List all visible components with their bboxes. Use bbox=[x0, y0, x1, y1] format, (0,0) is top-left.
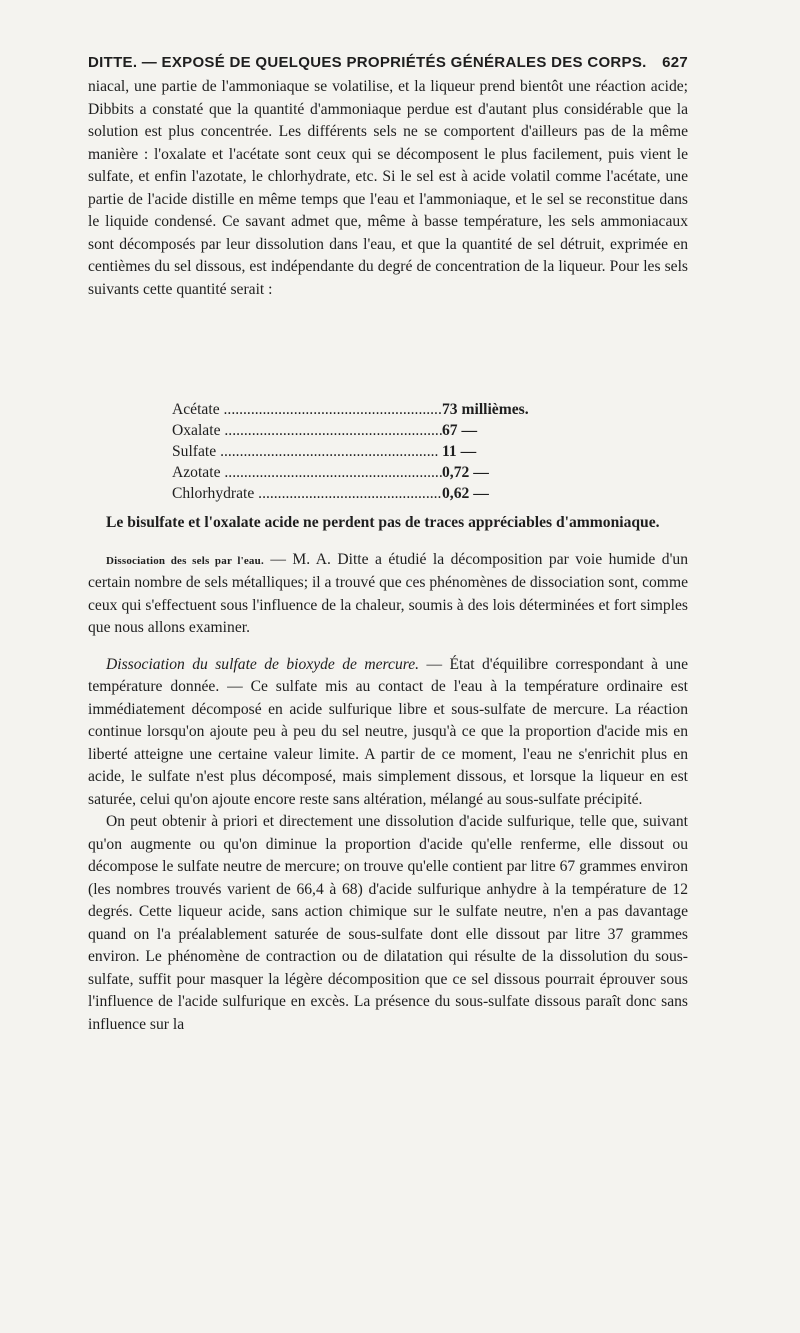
header-title: DITTE. — EXPOSÉ DE QUELQUES PROPRIÉTÉS GÉNÉRALES DES CORPS. bbox=[88, 54, 647, 71]
paragraph-3 bbox=[88, 549, 688, 640]
text-block-top bbox=[88, 76, 688, 301]
paragraph-4-text: — État d'équilibre correspondant à une température donnée. — Ce sulfate mis au contact de l'eau à la température ordinaire est immédiatement décomposé en acide sulfurique libre et sous-sulfate de mercure. La réaction continue lorsqu'on ajoute peu à peu du sel neutre, jusqu'à ce que la proportion d'acide mis en liberté atteigne une certaine valeur limite. A partir de ce moment, l'eau ne s'enrichit plus en acide, le sulfate n'est plus décomposé, mais simplement dissous, et lorsque la liqueur en est saturée, celui qu'on ajoute encore reste sans altération, mélangé au sous-sulfate précipité. bbox=[88, 655, 688, 808]
table-row bbox=[172, 441, 552, 462]
paragraph-5: On peut obtenir à priori et directement une dissolution d'acide sulfurique, telle que, suivant qu'on augmente ou qu'on diminue la proportion d'acide qu'elle renferme, elle dissout ou décompose le sulfate neutre de mercure; on trouve qu'elle contient par litre 67 grammes environ (les nombres trouvés varient de 66,4 à 68) d'acide sulfurique anhydre à la température de 12 degrés. Cette liqueur acide, sans action chimique sur le sulfate neutre, n'en a pas davantage quand on l'a préalablement saturée de sous-sulfate dont elle dissout par litre 37 grammes environ. Le phénomène de contraction ou de dilatation qui résulte de la dissolution du sous-sulfate, suffit pour masquer la légère décomposition que ce sel dissous pourrait éprouver sous l'influence de l'acide sulfurique en excès. La présence du sous-sulfate dissous paraît donc sans influence sur la bbox=[88, 813, 688, 1033]
salt-value: 0,62 — bbox=[442, 485, 489, 502]
paragraph-3-text: — M. A. Ditte a étudié la décomposition par voie humide d'un certain nombre de sels métalliques; il a trouvé que ces phénomènes de dissociation sont, comme ceux qui s'effectuent sous l'influence de la chaleur, soumis à des lois déterminées et fort simples que nous allons examiner. bbox=[88, 550, 688, 636]
paragraph-1: niacal, une partie de l'ammoniaque se volatilise, et la liqueur prend bientôt une réaction acide; Dibbits a constaté que la quantité d'ammoniaque perdue est d'autant plus considérable que la solution est plus concentrée. Les différents sels ne se comportent d'ailleurs pas de la même manière : l'oxalate et l'acétate sont ceux qui se décomposent le plus facilement, puis vient le sulfate, et enfin l'azotate, le chlorhydrate, etc. Si le sel est à acide volatil comme l'acétate, une partie de l'acide distille en même temps que l'eau et l'ammoniaque, et le sel se reconstitue dans le liquide condensé. Ce savant admet que, même à basse température, les sels ammoniacaux sont décomposés par leur dissolution dans l'eau, et que la quantité de sel détruit, exprimée en centièmes du sel dissous, est indépendante du degré de concentration de la liqueur. Pour les sels suivants cette quantité serait : bbox=[88, 78, 688, 298]
salt-value: 73 millièmes. bbox=[442, 401, 529, 418]
salt-name: Acétate ..... bbox=[172, 399, 442, 420]
section-title: Dissociation des sels par l'eau. bbox=[106, 554, 264, 567]
paragraph-2: Le bisulfate et l'oxalate acide ne perdent pas de traces appréciables d'ammoniaque. bbox=[106, 514, 660, 531]
paragraph-4 bbox=[88, 654, 688, 812]
salt-value: 11 — bbox=[442, 443, 477, 460]
table-row bbox=[172, 420, 552, 441]
salt-name: Oxalate ..... bbox=[172, 420, 442, 441]
table-row bbox=[172, 399, 552, 420]
salt-name: Azotate ..... bbox=[172, 462, 442, 483]
table-row bbox=[172, 462, 552, 483]
text-block-bottom bbox=[88, 512, 688, 1036]
salt-name: Sulfate ..... bbox=[172, 441, 442, 462]
table-row bbox=[172, 483, 552, 504]
running-header bbox=[88, 54, 688, 71]
subsection-title: Dissociation du sulfate de bioxyde de mercure. bbox=[106, 655, 420, 673]
salt-value: 67 — bbox=[442, 422, 478, 439]
salt-value: 0,72 — bbox=[442, 464, 489, 481]
page-number: 627 bbox=[662, 54, 688, 71]
salts-table bbox=[172, 399, 552, 504]
salt-name: Chlorhydrate ..... bbox=[172, 483, 442, 504]
